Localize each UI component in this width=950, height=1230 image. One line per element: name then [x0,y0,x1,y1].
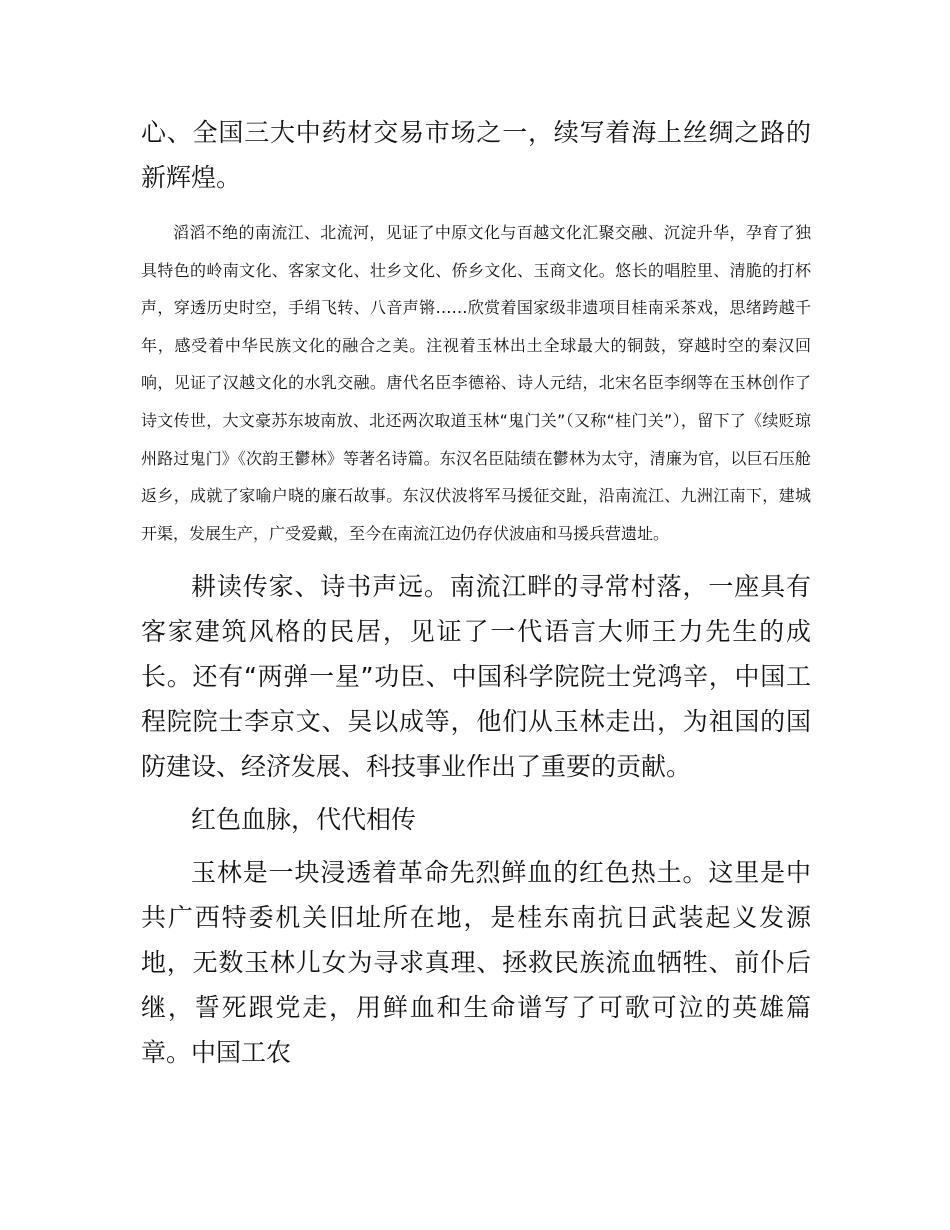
section-heading: 红色血脉，代代相传 [191,805,417,835]
paragraph-culture: 滔滔不绝的南流江、北流河，见证了中原文化与百越文化汇聚交融、沉淀升华，孕育了独具特色的岭南文化、客家文化、壮乡文化、侨乡文化、玉商文化。悠长的唱腔里、清脆的打杯声，穿透历史时空，手绢飞转、八音声锵……欣赏着国家级非遗项目桂南采茶戏，思绪跨越千年，感受着中华民族文化的融合之美。注视着玉林出土全球最大的铜鼓，穿越时空的秦汉回响，见证了汉越文化的水乳交融。唐代名臣李德裕、诗人元结，北宋名臣李纲等在玉林创作了诗文传世，大文豪苏东坡南放、北还两次取道玉林“鬼门关”（又称“桂门关”），留下了《续贬琼州路过鬼门》《次韵王鬱林》等著名诗篇。东汉名臣陆绩在鬱林为太守，清廉为官，以巨石压舱返乡，成就了家喻户晓的廉石故事。东汉伏波将军马援征交趾，沿南流江、九洲江南下，建城开渠，发展生产，广受爱戴，至今在南流江边仍存伏波庙和马援兵营遗址。 [141,223,811,543]
paragraph-continuation: 心、全国三大中药材交易市场之一，续写着海上丝绸之路的新辉煌。 [141,118,811,192]
paragraph-scholars: 耕读传家、诗书声远。南流江畔的寻常村落，一座具有客家建筑风格的民居，见证了一代语言大师王力先生的成长。还有“两弹一星”功臣、中国科学院院士党鸿辛，中国工程院院士李京文、吴以成等，他们从玉林走出，为祖国的国防建设、经济发展、科技事业作出了重要的贡献。 [141,572,811,782]
document-page [141,110,811,1075]
paragraph-red-heritage: 玉林是一块浸透着革命先烈鲜血的红色热土。这里是中共广西特委机关旧址所在地，是桂东南抗日武装起义发源地，无数玉林儿女为寻求真理、拯救民族流血牺牲、前仆后继，誓死跟党走，用鲜血和生命谱写了可歌可泣的英雄篇章。中国工农 [141,858,811,1068]
